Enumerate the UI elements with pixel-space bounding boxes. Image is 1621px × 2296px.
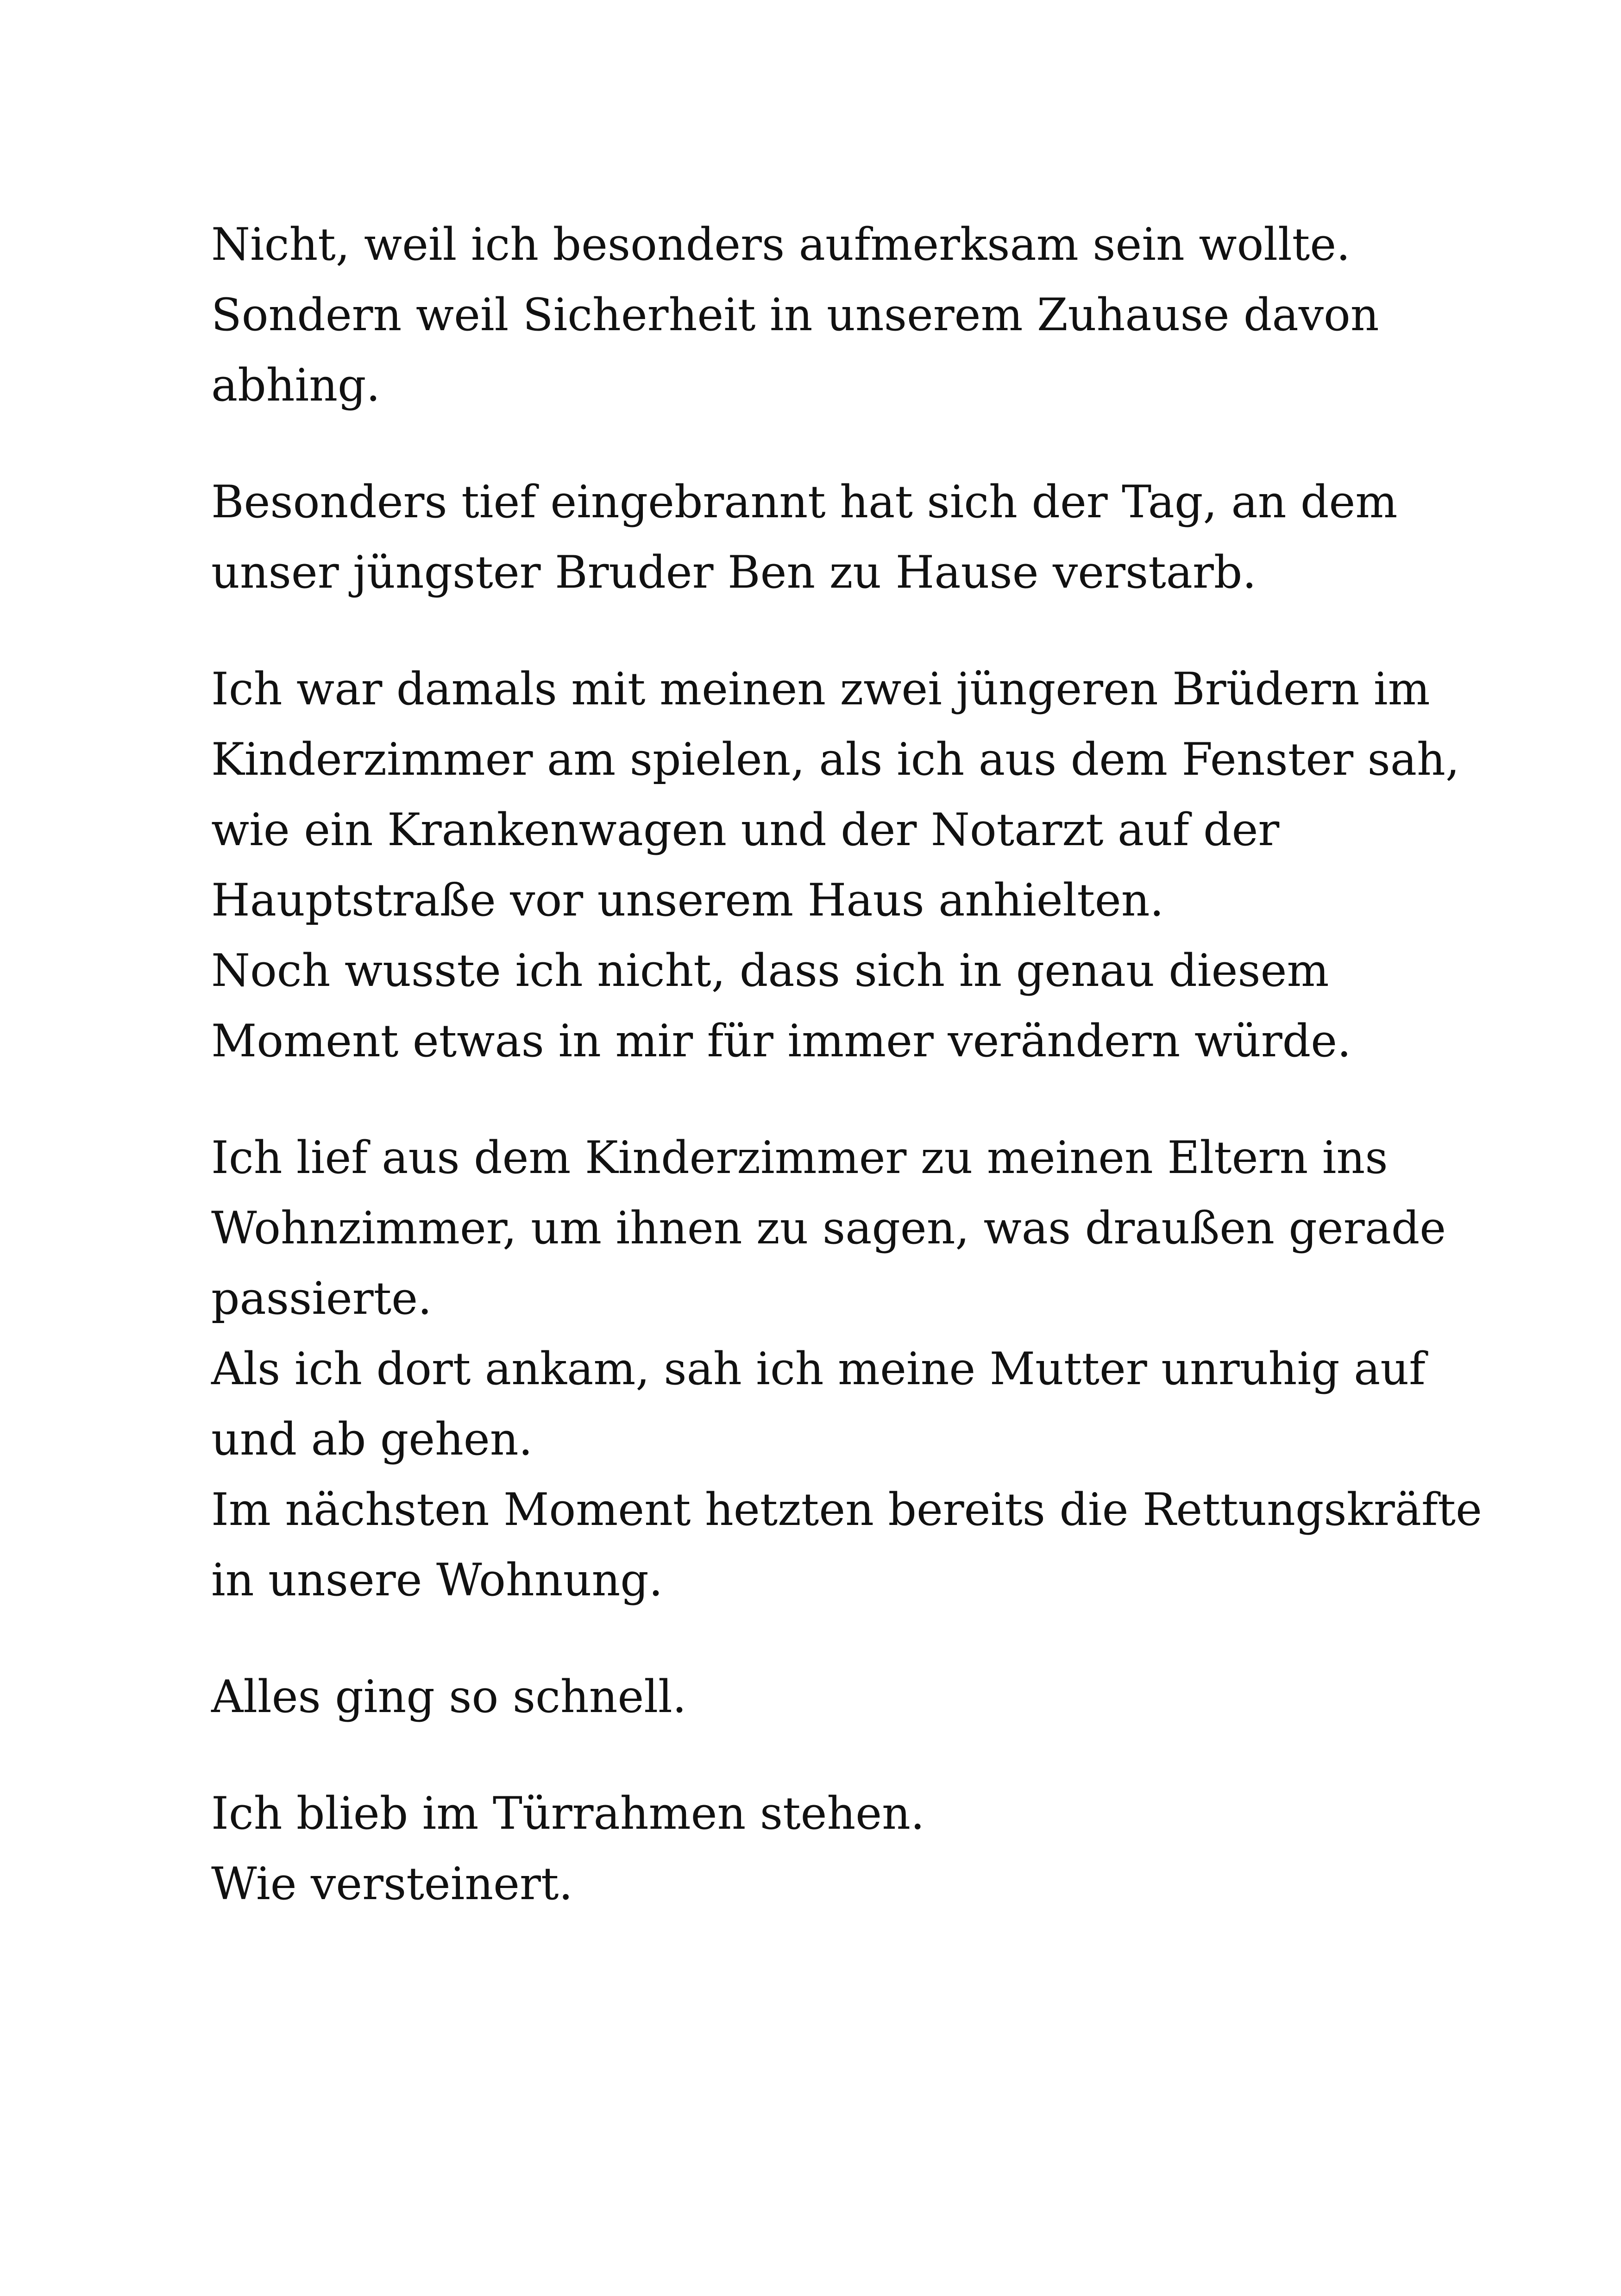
text-line: Als ich dort ankam, sah ich meine Mutter unruhig auf — [211, 1343, 1426, 1395]
text-line: Wie versteinert. — [211, 1858, 573, 1910]
paragraph — [211, 1662, 1462, 1732]
text-line: Alles ging so schnell. — [211, 1671, 687, 1723]
paragraph-gap — [211, 1732, 1462, 1778]
paragraph-gap — [211, 1615, 1462, 1662]
text-line: wie ein Krankenwagen und der Notarzt auf der — [211, 804, 1280, 856]
text-line: Moment etwas in mir für immer verändern würde. — [211, 1015, 1351, 1067]
text-line: Noch wusste ich nicht, dass sich in genau diesem — [211, 945, 1329, 997]
text-line: Ich war damals mit meinen zwei jüngeren Brüdern im — [211, 663, 1430, 715]
paragraph-gap — [211, 1076, 1462, 1123]
paragraph — [211, 1123, 1482, 1615]
text-line: Besonders tief eingebrannt hat sich der Tag, an dem — [211, 476, 1398, 528]
text-line: Ich blieb im Türrahmen stehen. — [211, 1788, 925, 1839]
text-line: unser jüngster Bruder Ben zu Hause verstarb. — [211, 546, 1257, 598]
paragraph — [211, 209, 1462, 420]
text-line: Im nächsten Moment hetzten bereits die Rettungskräfte — [211, 1484, 1482, 1536]
body-text — [211, 209, 1482, 1919]
paragraph — [211, 1778, 1462, 1919]
text-line: Ich lief aus dem Kinderzimmer zu meinen Eltern ins — [211, 1132, 1388, 1184]
paragraph — [211, 654, 1462, 1076]
text-line: Hauptstraße vor unserem Haus anhielten. — [211, 874, 1164, 926]
paragraph-gap — [211, 420, 1462, 467]
text-line: und ab gehen. — [211, 1413, 533, 1465]
paragraph — [211, 467, 1462, 608]
paragraph-gap — [211, 608, 1462, 654]
text-line: Nicht, weil ich besonders aufmerksam sein wollte. — [211, 219, 1351, 270]
text-line: in unsere Wohnung. — [211, 1554, 663, 1606]
text-line: passierte. — [211, 1273, 432, 1324]
text-line: Wohnzimmer, um ihnen zu sagen, was draußen gerade — [211, 1202, 1446, 1254]
text-line: Sondern weil Sicherheit in unserem Zuhause davon — [211, 289, 1379, 341]
text-line: abhing. — [211, 359, 381, 411]
text-line: Kinderzimmer am spielen, als ich aus dem Fenster sah, — [211, 734, 1460, 785]
